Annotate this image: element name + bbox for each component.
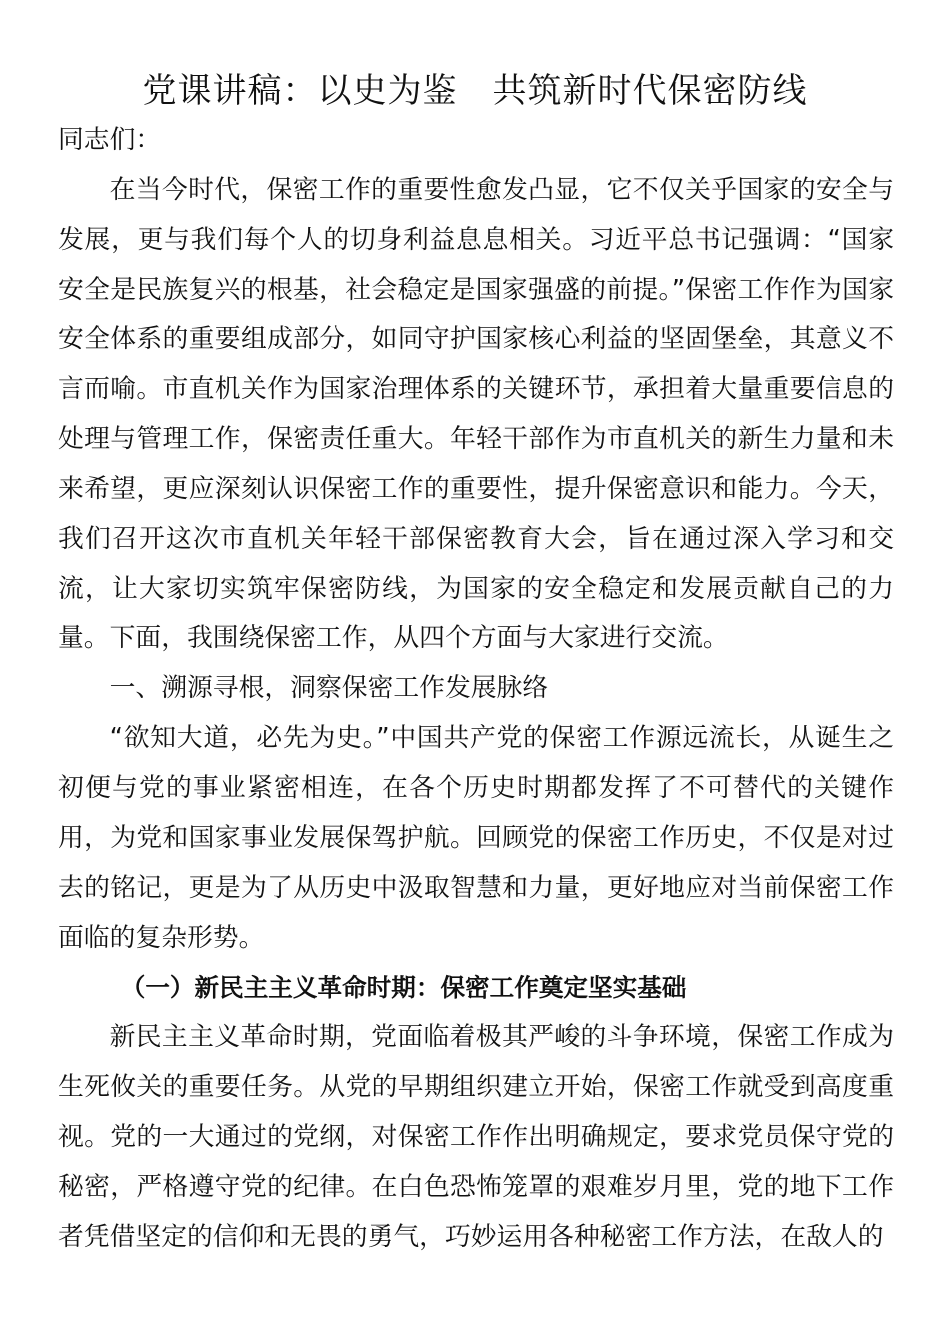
section-heading-1: 一、溯源寻根，洞察保密工作发展脉络 bbox=[109, 673, 549, 704]
document-title: 党课讲稿：以史为鉴 共筑新时代保密防线 bbox=[142, 71, 808, 111]
intro-paragraph: 在当今时代，保密工作的重要性愈发凸显，它不仅关乎国家的安全与发展，更与我们每个人的切身利益息息相关。习近平总书记强调：“国家安全是民族复兴的根基，社会稳定是国家强盛的前提。”保密工作作为国家安全体系的重要组成部分，如同守护国家核心利益的坚固堡垒，其意义不言而喻。市直机关作为国家治理体系的关键环节，承担着大量重要信息的处理与管理工作，保密责任重大。年轻干部作为市直机关的新生力量和未来希望，更应深刻认识保密工作的重要性，提升保密意识和能力。今天，我们召开这次市直机关年轻干部保密教育大会，旨在通过深入学习和交流，让大家切实筑牢保密防线，为国家的安全稳定和发展贡献自己的力量。下面，我围绕保密工作，从四个方面与大家进行交流。 bbox=[58, 174, 894, 654]
salutation: 同志们： bbox=[58, 125, 162, 155]
section-1-paragraph: “欲知大道，必先为史。”中国共产党的保密工作源远流长，从诞生之初便与党的事业紧密相连，在各个历史时期都发挥了不可替代的关键作用，为党和国家事业发展保驾护航。回顾党的保密工作历史，不仅是对过去的铭记，更是为了从历史中汲取智慧和力量，更好地应对当前保密工作面临的复杂形势。 bbox=[58, 723, 894, 953]
document-body bbox=[58, 116, 894, 1262]
subsection-heading-1: （一）新民主主义革命时期：保密工作奠定坚实基础 bbox=[120, 973, 687, 1003]
subsection-1-paragraph: 新民主主义革命时期，党面临着极其严峻的斗争环境，保密工作成为生死攸关的重要任务。从党的早期组织建立开始，保密工作就受到高度重视。党的一大通过的党纲，对保密工作作出明确规定，要求党员保守党的秘密，严格遵守党的纪律。在白色恐怖笼罩的艰难岁月里，党的地下工作者凭借坚定的信仰和无畏的勇气，巧妙运用各种秘密工作方法，在敌人的 bbox=[58, 1022, 894, 1252]
